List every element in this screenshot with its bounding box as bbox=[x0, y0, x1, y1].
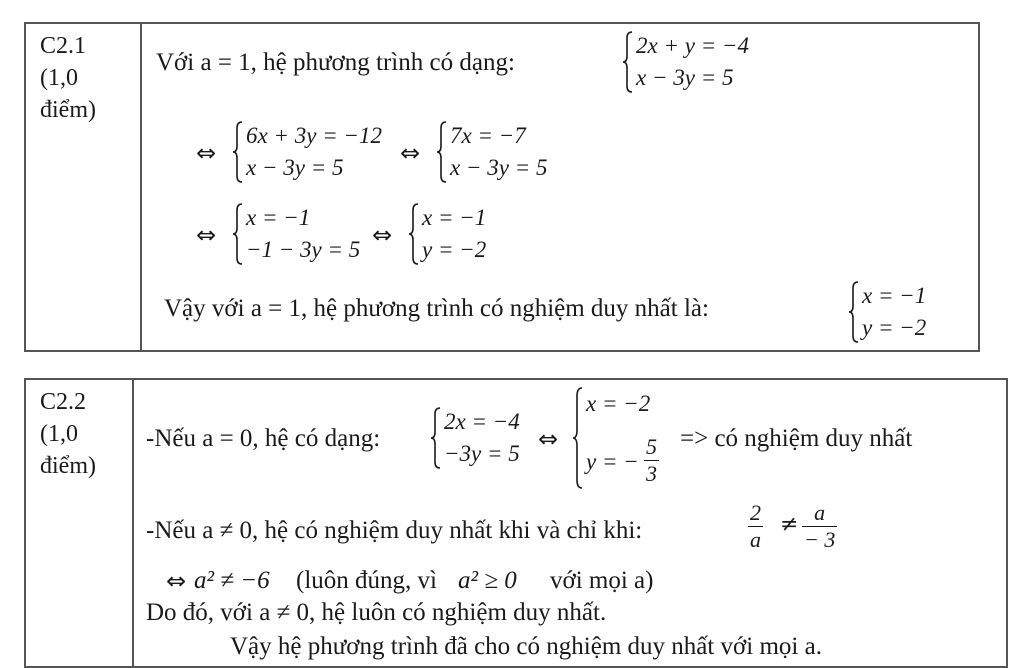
system-a-row-1: 2x + y = −4 bbox=[636, 33, 749, 58]
label-code: C2.1 bbox=[40, 33, 87, 59]
fraction-numerator: 2 bbox=[750, 500, 761, 525]
label-column bbox=[26, 24, 142, 350]
label-unit: điểm) bbox=[40, 453, 96, 479]
label-points: (1,0 bbox=[40, 65, 78, 91]
intro-text: Với a = 1, hệ phương trình có dạng: bbox=[156, 49, 515, 76]
system-h-row-1: x = −2 bbox=[586, 391, 651, 416]
conclusion-text: Vậy với a = 1, hệ phương trình có nghiệm duy nhất là: bbox=[164, 295, 709, 322]
system-e-row-2: y = −2 bbox=[422, 237, 487, 262]
system-h-row-2: y = − bbox=[586, 449, 639, 474]
brace-icon bbox=[622, 30, 634, 94]
equiv-arrow-3: ⇔ bbox=[196, 221, 217, 249]
equiv-arrow-5: ⇔ bbox=[538, 425, 559, 453]
system-f-row-2: y = −2 bbox=[862, 315, 927, 340]
label-points: (1,0 bbox=[40, 421, 78, 447]
fraction-denominator: 3 bbox=[646, 461, 657, 486]
case2-text: -Nếu a ≠ 0, hệ có nghiệm duy nhất khi và chỉ khi: bbox=[146, 517, 643, 544]
system-b-row-2: x − 3y = 5 bbox=[246, 155, 344, 180]
fraction-denominator: − 3 bbox=[804, 527, 836, 552]
label-code: C2.2 bbox=[40, 389, 87, 415]
system-d-row-2: −1 − 3y = 5 bbox=[246, 237, 361, 262]
label-unit: điểm) bbox=[40, 97, 96, 123]
equiv-arrow-4: ⇔ bbox=[372, 221, 393, 249]
line3-math: a² ≠ −6 bbox=[194, 567, 270, 594]
table-c2-2 bbox=[24, 378, 1008, 668]
system-g-row-1: 2x = −4 bbox=[444, 409, 520, 434]
line4-text: Do đó, với a ≠ 0, hệ luôn có nghiệm duy nhất. bbox=[146, 599, 607, 626]
fraction-a-over-minus3 bbox=[802, 500, 837, 553]
equiv-arrow-2: ⇔ bbox=[400, 139, 421, 167]
case1-result: => có nghiệm duy nhất bbox=[680, 425, 913, 452]
table-c2-1 bbox=[24, 22, 980, 352]
system-c-row-1: 7x = −7 bbox=[450, 123, 526, 148]
fraction-denominator: a bbox=[750, 527, 761, 552]
system-e-row-1: x = −1 bbox=[422, 205, 487, 230]
line3-mid: (luôn đúng, vì bbox=[296, 567, 437, 594]
label-column bbox=[26, 380, 134, 666]
system-a-row-2: x − 3y = 5 bbox=[636, 65, 734, 90]
equiv-arrow-1: ⇔ bbox=[196, 139, 217, 167]
brace-icon bbox=[848, 280, 860, 344]
system-d-row-1: x = −1 bbox=[246, 205, 311, 230]
fraction-five-thirds bbox=[644, 434, 659, 487]
brace-icon bbox=[436, 120, 448, 184]
system-g-row-2: −3y = 5 bbox=[444, 441, 520, 466]
fraction-2-over-a bbox=[748, 500, 763, 553]
system-f-row-1: x = −1 bbox=[862, 283, 927, 308]
brace-icon bbox=[232, 120, 244, 184]
line3-end: với mọi a) bbox=[550, 567, 654, 594]
line3-math2: a² ≥ 0 bbox=[458, 567, 517, 594]
fraction-numerator: 5 bbox=[646, 434, 657, 459]
fraction-numerator: a bbox=[814, 500, 826, 525]
case1-text: -Nếu a = 0, hệ có dạng: bbox=[146, 425, 381, 452]
brace-icon bbox=[430, 406, 442, 470]
system-b-row-1: 6x + 3y = −12 bbox=[246, 123, 382, 148]
brace-icon bbox=[408, 202, 420, 266]
line5-text: Vậy hệ phương trình đã cho có nghiệm duy nhất với mọi a. bbox=[230, 633, 822, 660]
system-c-row-2: x − 3y = 5 bbox=[450, 155, 548, 180]
equiv-arrow-6: ⇔ bbox=[166, 567, 187, 595]
brace-icon bbox=[232, 202, 244, 266]
brace-icon bbox=[572, 386, 584, 490]
neq-symbol: ≠ bbox=[780, 512, 799, 537]
